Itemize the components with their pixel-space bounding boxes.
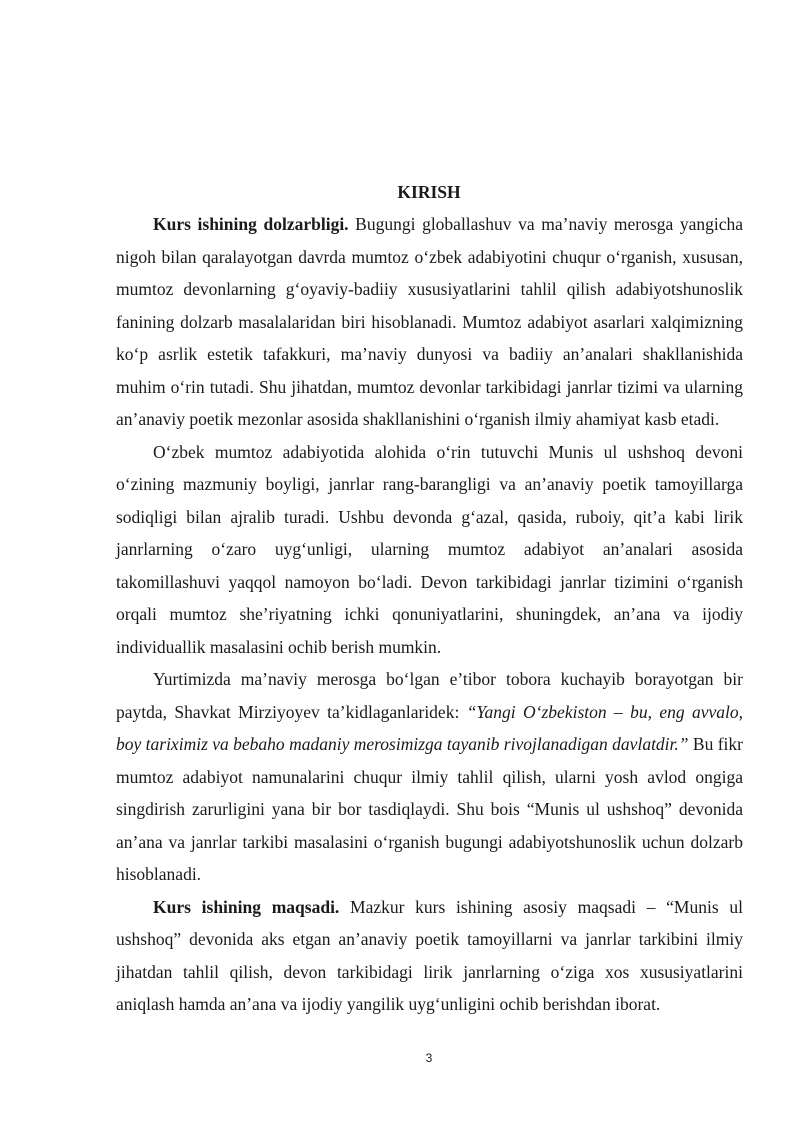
paragraph-relevance xyxy=(116,208,743,436)
paragraph-text: Mazkur kurs ishining asosiy maqsadi – “Munis ul ushshoq” devonida aks etgan an’anaviy poetik tamoyillarni va janrlar tarkibini ilmiy jihatdan tahlil qilish, devon tarkibidagi lirik janrlarning o‘ziga xos xususiyatlarini aniqlash hamda an’ana va ijodiy yangilik uyg‘unligini ochib berishdan iborat. xyxy=(116,896,744,1014)
paragraph-goal xyxy=(116,891,743,1021)
paragraph-text: O‘zbek mumtoz adabiyotida alohida o‘rin tutuvchi Munis ul ushshoq devoni o‘zining mazmuniy boyligi, janrlar rang-barangligi va an’anaviy poetik tamoyillarga sodiqligi bilan ajralib turadi. Ushbu devonda g‘azal, qasida, ruboiy, qit’a kabi lirik janrlarning o‘zaro uyg‘unligi, ularning mumtoz adabiyot an’analari asosida takomillashuvi yaqqol namoyon bo‘ladi. Devon tarkibidagi janrlar tizimini o‘rganish orqali mumtoz she’riyatning ichki qonuniyatlarini, shuningdek, an’ana va ijodiy individuallik masalasini ochib berish mumkin. xyxy=(116,441,743,657)
page-number: 3 xyxy=(425,1051,433,1065)
paragraph-lead-relevance: Kurs ishining dolzarbligi. xyxy=(153,214,349,234)
paragraph-text: Bugungi globallashuv va ma’naviy merosga yangicha nigoh bilan qaralayotgan davrda mumtoz o‘zbek adabiyotini chuqur o‘rganish, xususan, mumtoz devonlarning g‘oyaviy-badiiy xususiyatlarini tahlil qilish adabiyotshunoslik fanining dolzarb masalalaridan biri hisoblanadi. Mumtoz adabiyot asarlari xalqimizning ko‘p asrlik estetik tafakkuri, ma’naviy dunyosi va badiiy an’analari shakllanishida muhim o‘rin tutadi. Shu jihatdan, mumtoz devonlar tarkibidagi janrlar tizimi va ularning an’anaviy poetik mezonlar asosida shakllanishini o‘rganish ilmiy ahamiyat kasb etadi. xyxy=(116,214,743,429)
body-text xyxy=(116,208,743,1021)
section-heading: KIRISH xyxy=(397,182,461,202)
paragraph-text-after-quote: Bu fikr mumtoz adabiyot namunalarini chuqur ilmiy tahlil qilish, ularni yosh avlod ongiga singdirish zarurligini yana bir bor tasdiqlaydi. Shu bois “Munis ul ushshoq” devonida an’ana va janrlar tarkibi masalasini o‘rganish bugungi adabiyotshunoslik uchun dolzarb hisoblanadi. xyxy=(116,734,743,884)
paragraph-text-before-quote: Yurtimizda ma’naviy merosga bo‘lgan e’tibor tobora kuchayib borayotgan bir paytda, Shavkat Mirziyoyev ta’kidlaganlaridek: xyxy=(116,669,743,722)
paragraph-spiritual-heritage xyxy=(116,663,743,891)
paragraph-lead-goal: Kurs ishining maqsadi. xyxy=(153,896,340,917)
paragraph-munis-devon xyxy=(116,436,743,664)
president-quote: “Yangi O‘zbekiston – bu, eng avvalo, boy tariximiz va bebaho madaniy merosimizga tayanib rivojlanadigan davlatdir.” xyxy=(116,701,743,754)
